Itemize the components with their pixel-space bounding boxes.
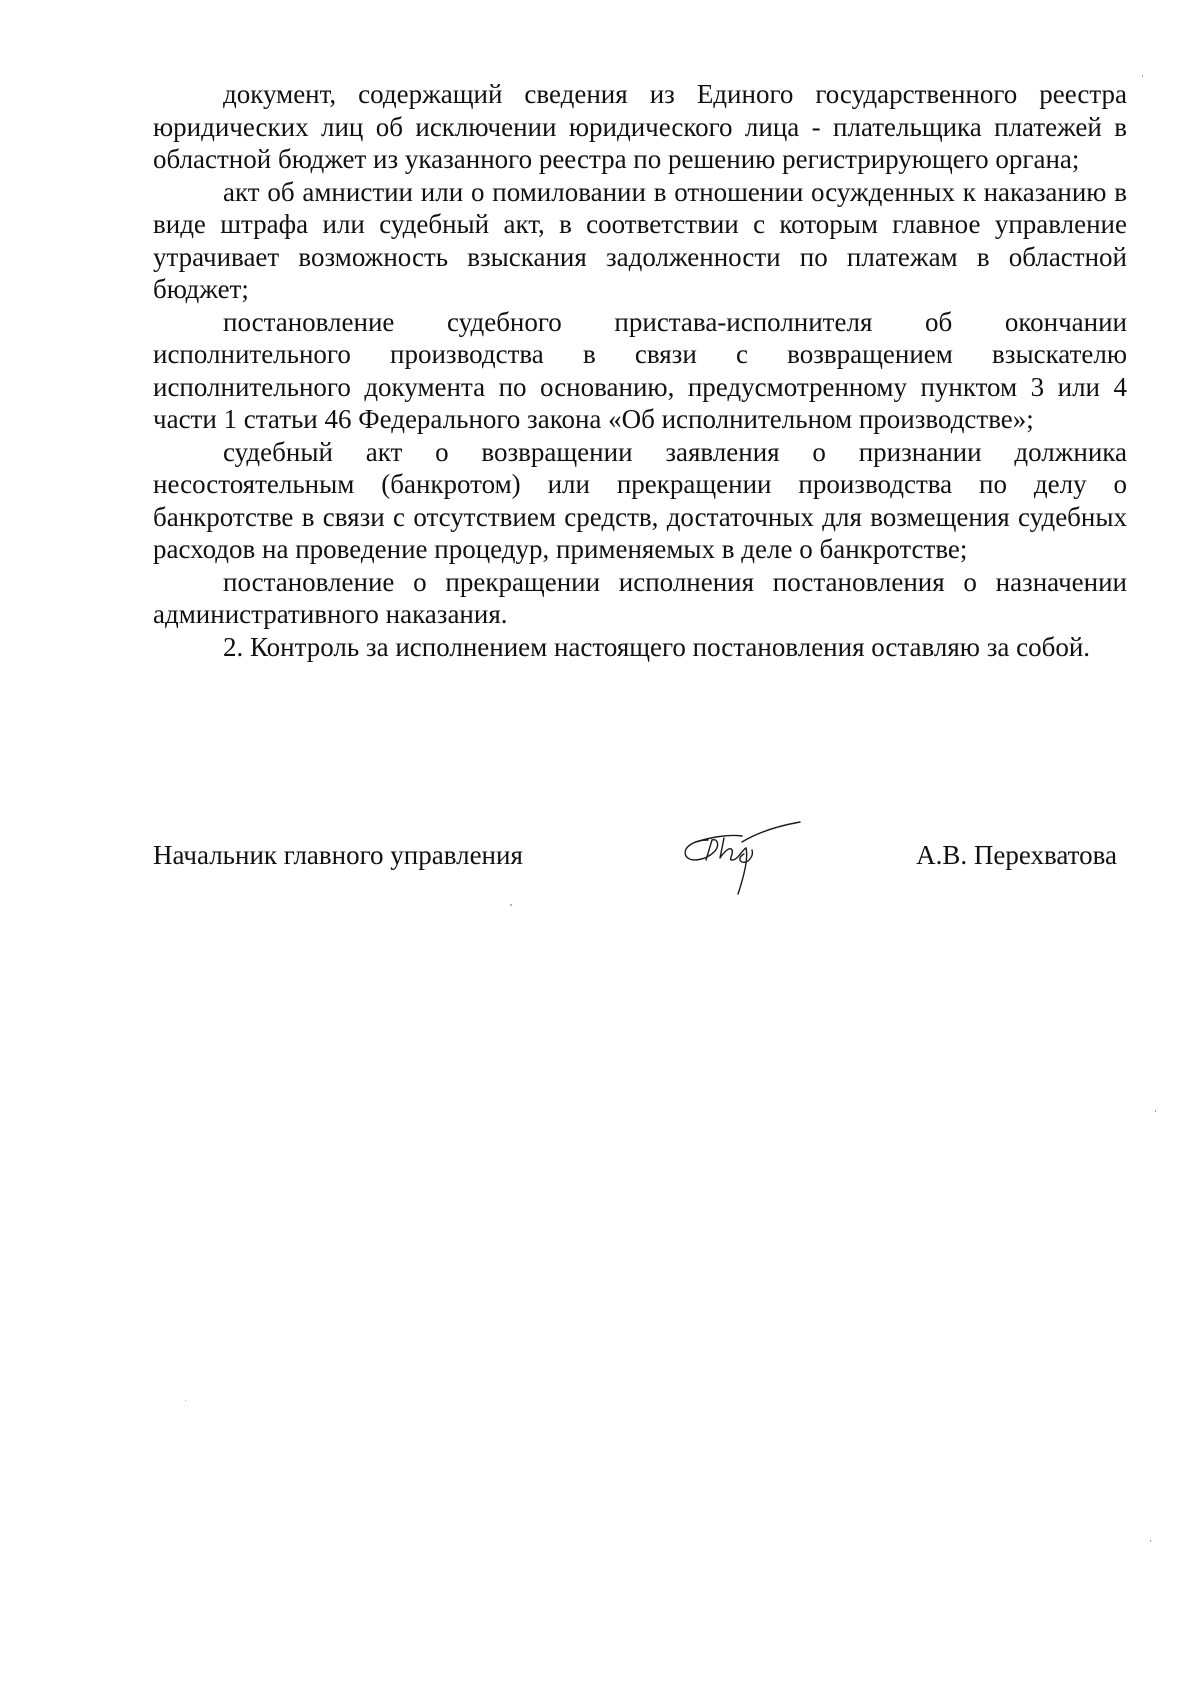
signatory-position: Начальник главного управления: [153, 840, 523, 870]
paragraph-control-clause: 2. Контроль за исполнением настоящего постановления оставляю за собой.: [223, 631, 1091, 662]
scan-artifact: [185, 1400, 186, 1401]
paragraph-bailiff-resolution: постановление судебного пристава-исполнителя об окончании исполнительного производства в связи с возвращением взыскателю исполнительного документа по основанию, предусмотренному пунктом 3 или 4 части 1 статьи 46 Федерального закона «Об исполнительном производстве»;: [153, 306, 1127, 434]
scan-artifact: [1150, 1540, 1151, 1542]
signatory-name: А.В. Перехватова: [916, 840, 1117, 870]
paragraph-amnesty-act: акт об амнистии или о помиловании в отношении осужденных к наказанию в виде штрафа или судебный акт, в соответствии с которым главное управление утрачивает возможность взыскания задолженности по платежам в областной бюджет;: [153, 176, 1127, 304]
paragraph-bankruptcy-act: судебный акт о возвращении заявления о признании должника несостоятельным (банкротом) или прекращении производства по делу о банкротстве в связи с отсутствием средств, достаточных для возмещения судебных расходов на проведение процедур, применяемых в деле о банкротстве;: [153, 436, 1127, 564]
scan-artifact: [510, 904, 512, 906]
paragraph-egrul-exclusion: документ, содержащий сведения из Единого государственного реестра юридических лиц об исключении юридического лица - плательщика платежей в областной бюджет из указанного реестра по решению регистрирующего органа;: [153, 79, 1127, 174]
signature-block: [153, 810, 1127, 920]
scan-artifact: [1155, 1110, 1156, 1112]
paragraph-termination-resolution: постановление о прекращении исполнения постановления о назначении административного наказания.: [153, 566, 1127, 629]
document-body: [153, 78, 1127, 663]
handwritten-signature-icon: [668, 810, 808, 910]
scan-artifact: [1142, 75, 1143, 77]
